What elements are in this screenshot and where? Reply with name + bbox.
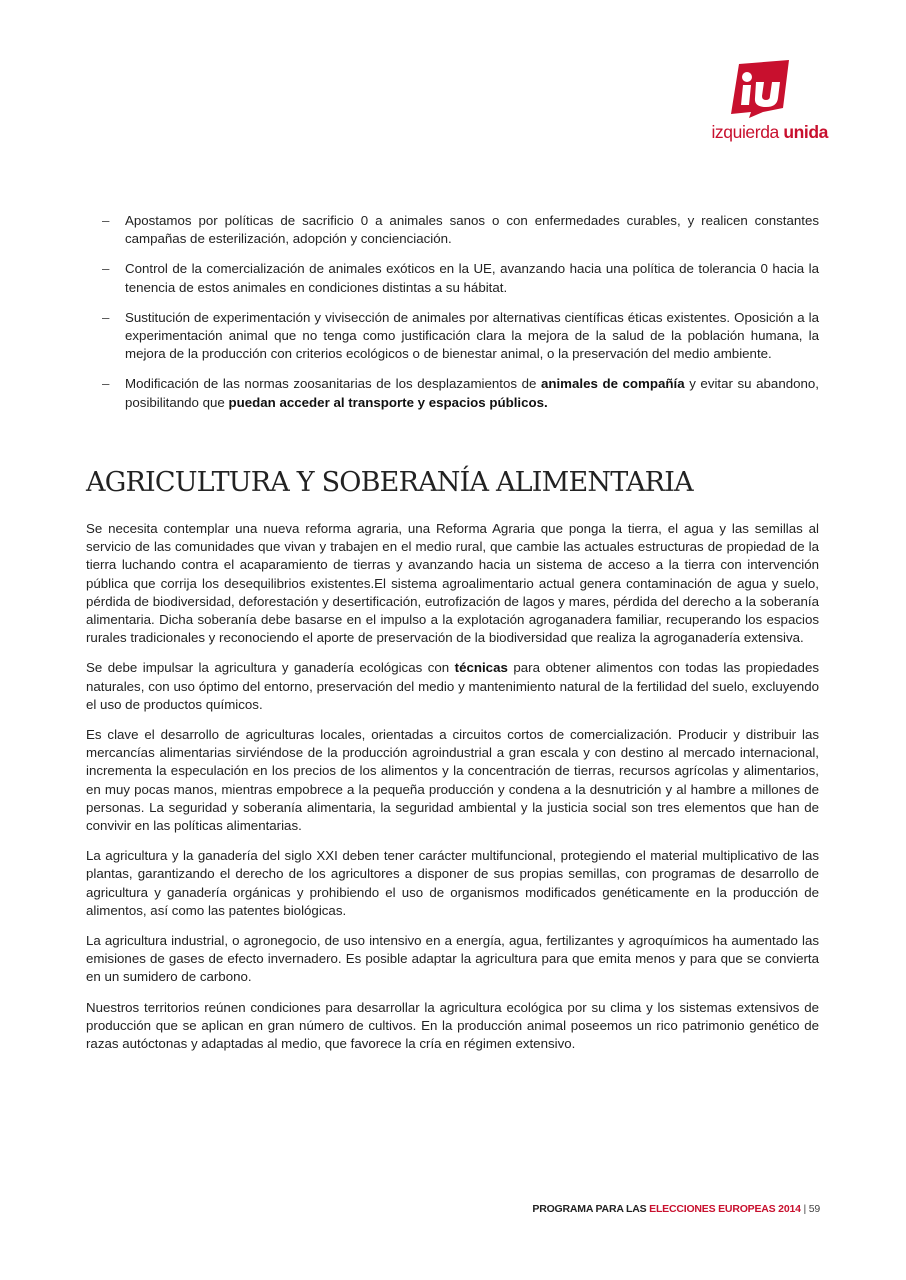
body-paragraph: [86, 847, 819, 920]
footer-separator: |: [800, 1203, 809, 1215]
text-run: Se debe impulsar la agricultura y ganadería ecológicas con: [86, 660, 455, 676]
text-run: Modificación de las normas zoosanitarias de los desplazamientos de: [125, 376, 541, 392]
body-paragraph: [86, 932, 819, 987]
bullet-item: [86, 260, 819, 296]
text-run: para obtener alimentos con todas las propiedades naturales, con uso óptimo del entorno, preservación del medio y mantenimiento natural de la fertilidad del suelo, excluyendo el uso de productos químicos.: [86, 660, 819, 712]
text-run: y evitar su abandono, posibilitando que: [125, 376, 820, 410]
body-text: [86, 520, 819, 1065]
bullet-dash: –: [102, 261, 110, 277]
footer-prefix: PROGRAMA PARA LAS: [532, 1203, 650, 1215]
bold-text-run: puedan acceder al transporte y espacios públicos.: [228, 394, 548, 410]
bold-text-run: animales de compañía: [540, 376, 685, 392]
text-run: Sustitución de experimentación y vivisección de animales por alternativas científicas éticas existentes. Oposición a la experimentación animal que no tenga como justificación clara la mejora de la salud de la población humana, la mejora de la producción con criterios ecológicos o de bienestar animal, o la preservación del medio ambiente.: [125, 309, 819, 362]
page-footer: [500, 1203, 820, 1215]
bullet-dash: –: [102, 309, 110, 325]
bullet-item: [86, 212, 819, 248]
text-run: Nuestros territorios reúnen condiciones para desarrollar la agricultura ecológica por su clima y los sistemas extensivos de producción que se aplican en gran número de cultivos. En la producción animal poseemos un rico patrimonio genético de razas autóctonas y adaptadas al medio, que favorece la cría en régimen extensivo.: [86, 999, 819, 1052]
logo-wordmark: [704, 122, 828, 143]
text-run: Se necesita contemplar una nueva reforma agraria, una Reforma Agraria que ponga la tierra, el agua y las semillas al servicio de las comunidades que vivan y trabajen en el medio rural, que cambie las actuales estructuras de propiedad de la tierra luchando contra el acaparamiento de tierras y avanzando hacia un sistema de acceso a la tierra con intervención pública que corrija los desequilibrios existentes.El sistema agroalimentario actual genera contaminación de agua y suelo, pérdida de biodiversidad, deforestación y desertificación, eutrofización de lagos y mares, pérdida del derecho a la soberanía alimentaria. Dicha soberanía debe basarse en el impulso a la explotación agroganadera familiar, recuperando los espacios rurales tradicionales y reconociendo el aporte de preservación de la biodiversidad que realiza la agroganadería extensiva.: [86, 521, 819, 646]
bullet-item: [86, 375, 819, 411]
body-paragraph: [86, 520, 819, 647]
body-paragraph: [86, 999, 819, 1054]
footer-election-title: ELECCIONES EUROPEAS 2014: [649, 1203, 801, 1215]
text-run: Control de la comercialización de animales exóticos en la UE, avanzando hacia una política de tolerancia 0 hacia la tenencia de estos animales en condiciones distintas a su hábitat.: [125, 261, 819, 295]
text-run: La agricultura industrial, o agronegocio, de uso intensivo en a energía, agua, fertilizantes y agroquímicos ha aumentado las emisiones de gases de efecto invernadero. Es posible adaptar la agricultura para que emita menos y para que se convierta en un sumidero de carbono.: [86, 933, 819, 985]
text-run: Apostamos por políticas de sacrificio 0 a animales sanos o con enfermedades curables, y realicen constantes campañas de esterilización, adopción y concienciación.: [125, 213, 819, 247]
section-heading: AGRICULTURA Y SOBERANÍA ALIMENTARIA: [86, 467, 693, 498]
text-run: La agricultura y la ganadería del siglo XXI deben tener carácter multifuncional, protegiendo el material multiplicativo de las plantas, garantizando el derecho de los agricultores a disponer de sus propias semillas, con programas de desarrollo de agricultura y ganadería orgánicas y prohibiendo el uso de organismos modificados genéticamente en la producción de alimentos, así como las patentes biológicas.: [86, 848, 819, 918]
bullet-dash: –: [102, 213, 110, 228]
iu-logo-icon: [729, 60, 791, 118]
izquierda-unida-logo: [700, 58, 830, 150]
logo-word-bold: unida: [783, 122, 828, 142]
bullet-item: [86, 309, 819, 364]
bullet-dash: –: [102, 376, 110, 392]
text-run: Es clave el desarrollo de agriculturas locales, orientadas a circuitos cortos de comercialización. Producir y distribuir las mercancías alimentarias sirviéndose de la producción agroindustrial a gran escala y con destino al mercado internacional, incrementa la especulación en los precios de los alimentos y la concentración de tierras, recursos agrícolas y alimentarios, en muy pocas manos, mientras empobrece a la pequeña producción y condena a la desnutrición y al hambre a millones de personas. La seguridad y soberanía alimentaria, la seguridad ambiental y la justicia social son tres elementos que han de convivir en las políticas alimentarias.: [86, 727, 819, 834]
page-number: 59: [808, 1203, 820, 1215]
body-paragraph: [86, 659, 819, 714]
bullet-list: [86, 212, 819, 424]
body-paragraph: [86, 726, 819, 835]
logo-word-regular: izquierda: [711, 122, 779, 142]
bold-text-run: técnicas: [454, 660, 508, 676]
